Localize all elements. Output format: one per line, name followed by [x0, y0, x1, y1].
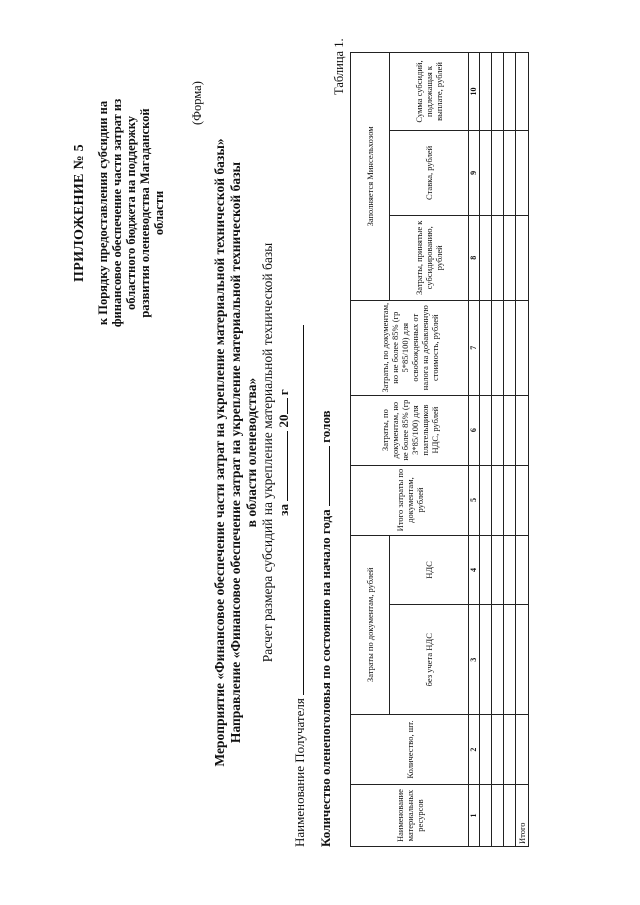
appendix-line: области	[152, 190, 166, 236]
form-label: (Форма)	[190, 81, 204, 125]
table-cell[interactable]	[504, 785, 516, 847]
table-cell[interactable]	[516, 535, 529, 605]
header-vat: НДС	[390, 535, 469, 605]
table-cell[interactable]	[480, 785, 492, 847]
calculation-title: Расчет размера субсидий на укрепление материальной технической базы	[260, 242, 275, 663]
table-cell[interactable]	[492, 535, 504, 605]
table-cell[interactable]	[516, 300, 529, 395]
table-cell[interactable]	[492, 715, 504, 785]
table-cell[interactable]	[492, 785, 504, 847]
header-row-1	[351, 53, 390, 847]
column-number: 10	[469, 53, 480, 131]
header-accepted-costs: Затраты, принятые к субсидированию, рублей	[390, 215, 469, 300]
measure-direction: Направление «Финансовое обеспечение затрат на укрепление материальной технической базы	[228, 161, 243, 744]
table-row	[504, 53, 516, 847]
table-cell[interactable]	[492, 130, 504, 215]
appendix-line: финансовое обеспечение части затрат из	[110, 98, 124, 328]
table-cell[interactable]	[480, 53, 492, 131]
table-cell[interactable]	[480, 535, 492, 605]
table-cell[interactable]	[480, 605, 492, 715]
period-year: 20	[276, 414, 291, 428]
herd-count-blank[interactable]	[329, 446, 330, 506]
recipient-blank[interactable]	[303, 325, 304, 695]
appendix-line: областного бюджета на поддержку	[124, 116, 138, 311]
column-number: 1	[469, 785, 480, 847]
header-total-costs: Итого затраты по документам, рублей	[351, 465, 469, 535]
table-cell[interactable]	[492, 395, 504, 465]
table-cell[interactable]	[492, 53, 504, 131]
table-cell[interactable]	[504, 300, 516, 395]
table-row	[480, 53, 492, 847]
table-cell[interactable]	[516, 715, 529, 785]
column-number: 2	[469, 715, 480, 785]
table-cell[interactable]	[492, 215, 504, 300]
table-cell[interactable]	[516, 130, 529, 215]
year-blank[interactable]	[287, 398, 288, 414]
recipient-line	[292, 325, 308, 847]
header-subsidy-sum: Сумма субсидий, подлежащая к выплате, рублей	[390, 53, 469, 131]
appendix-line: к Порядку предоставления субсидии на	[96, 100, 110, 326]
column-number: 8	[469, 215, 480, 300]
column-number: 4	[469, 535, 480, 605]
table-label: Таблица 1.	[332, 38, 346, 95]
total-label: Итого	[516, 785, 529, 847]
column-number: 5	[469, 465, 480, 535]
column-number: 3	[469, 605, 480, 715]
table-cell[interactable]	[504, 465, 516, 535]
herd-count-label: Количество оленепоголовья по состоянию на начало года	[318, 509, 333, 847]
table-cell[interactable]	[516, 53, 529, 131]
header-costs-vat-payers: Затраты, по документам, но не более 85% (гр 3*85/100) для плательщиков НДС, рублей	[351, 395, 469, 465]
table-cell[interactable]	[504, 215, 516, 300]
header-without-vat: без учета НДС	[390, 605, 469, 715]
table-cell[interactable]	[492, 465, 504, 535]
table-cell[interactable]	[480, 395, 492, 465]
table-cell[interactable]	[504, 130, 516, 215]
table-cell[interactable]	[504, 605, 516, 715]
table-cell[interactable]	[516, 215, 529, 300]
header-costs-vat-exempt: Затраты, по документам, но не более 85% (гр 5*85/100) для освобожденных от налога на добавленную стоимость, рублей	[351, 300, 469, 395]
header-materials: Наименование материальных ресурсов	[351, 785, 469, 847]
header-rate: Ставка, рублей	[390, 130, 469, 215]
table-cell[interactable]	[504, 53, 516, 131]
table-cell[interactable]	[516, 395, 529, 465]
appendix-title: ПРИЛОЖЕНИЕ № 5	[72, 144, 87, 282]
measure-title: Мероприятие «Финансовое обеспечение части затрат на укрепление материальной технической базы»	[212, 138, 227, 767]
recipient-label: Наименование Получателя	[292, 698, 307, 847]
header-ministry-group: Заполняется Минсельхозом	[351, 53, 390, 301]
table-cell[interactable]	[492, 300, 504, 395]
period-suffix: г	[276, 389, 291, 396]
column-numbers-row	[469, 53, 480, 847]
total-row	[516, 53, 529, 847]
table-cell[interactable]	[480, 300, 492, 395]
subsidy-table	[350, 52, 529, 847]
column-number: 9	[469, 130, 480, 215]
table-cell[interactable]	[480, 465, 492, 535]
table-cell[interactable]	[516, 605, 529, 715]
herd-count-line	[318, 410, 334, 847]
table-cell[interactable]	[480, 130, 492, 215]
appendix-line: развития оленеводства Магаданской	[138, 108, 152, 318]
period-line	[276, 0, 292, 905]
table-row	[492, 53, 504, 847]
measure-direction-cont: в области оленеводства»	[244, 377, 259, 528]
period-prefix: за	[276, 503, 291, 516]
header-costs-group: Затраты по документам, рублей	[351, 535, 390, 715]
table-cell[interactable]	[504, 395, 516, 465]
table-cell[interactable]	[492, 605, 504, 715]
table-cell[interactable]	[516, 465, 529, 535]
column-number: 7	[469, 300, 480, 395]
header-quantity: Количество, шт.	[351, 715, 469, 785]
table-cell[interactable]	[504, 715, 516, 785]
column-number: 6	[469, 395, 480, 465]
period-blank[interactable]	[287, 431, 288, 501]
table-cell[interactable]	[480, 715, 492, 785]
herd-count-suffix: голов	[318, 410, 333, 443]
table-cell[interactable]	[480, 215, 492, 300]
table-cell[interactable]	[504, 535, 516, 605]
